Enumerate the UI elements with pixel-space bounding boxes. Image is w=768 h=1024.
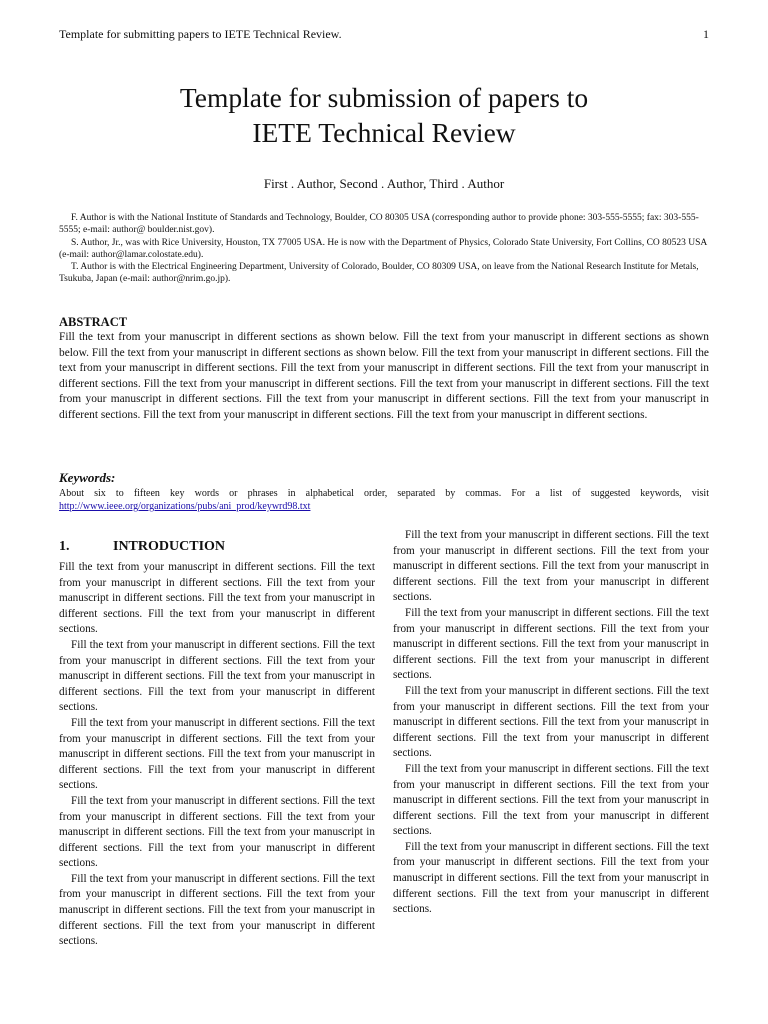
section-heading-introduction [59,539,225,555]
body-paragraph: Fill the text from your manuscript in different sections. Fill the text from your manuscript in different sections. Fill the text from your manuscript in different sections. Fill the text from your manuscript in different sections. Fill the text from your manuscript in different sections. [59,872,375,948]
running-header [59,27,709,42]
body-paragraph: Fill the text from your manuscript in different sections. Fill the text from your manuscript in different sections. Fill the text from your manuscript in different sections. Fill the text from your manuscript in different sections. Fill the text from your manuscript in different sections. [59,794,375,870]
keywords-link[interactable]: http://www.ieee.org/organizations/pubs/ani_prod/keywrd98.txt [59,501,311,512]
affiliation-1: F. Author is with the National Institute of Standards and Technology, Boulder, CO 80305 USA (corresponding author to provide phone: 303-555-5555; fax: 303-555-5555; e-mail: author@ boulder.nist.gov). [59,213,699,236]
body-paragraph: Fill the text from your manuscript in different sections. Fill the text from your manuscript in different sections. Fill the text from your manuscript in different sections. Fill the text from your manuscript in different sections. Fill the text from your manuscript in different sections. [393,529,709,604]
body-paragraph: Fill the text from your manuscript in different sections. Fill the text from your manuscript in different sections. Fill the text from your manuscript in different sections. Fill the text from your manuscript in different sections. Fill the text from your manuscript in different sections. [393,840,709,916]
body-paragraph: Fill the text from your manuscript in different sections. Fill the text from your manuscript in different sections. Fill the text from your manuscript in different sections. Fill the text from your manuscript in different sections. Fill the text from your manuscript in different sections. [393,762,709,838]
body-paragraph: Fill the text from your manuscript in different sections. Fill the text from your manuscript in different sections. Fill the text from your manuscript in different sections. Fill the text from your manuscript in different sections. Fill the text from your manuscript in different sections. [59,716,375,792]
paper-title-line-2: IETE Technical Review [252,117,516,148]
author-list: First . Author, Second . Author, Third . Author [263,176,505,191]
left-column [59,560,375,950]
keywords-heading: Keywords: [59,470,116,485]
paper-title-line-1: Template for submission of papers to [179,82,589,113]
affiliation-2: S. Author, Jr., was with Rice University, Houston, TX 77005 USA. He is now with the Department of Physics, Colorado State University, Fort Collins, CO 80523 USA (e-mail: author@lamar.colostate.edu). [59,237,707,260]
abstract-text: Fill the text from your manuscript in different sections as shown below. Fill the text from your manuscript in different sections as shown below. Fill the text from your manuscript in different sections as shown below. Fill the text from your manuscript in different sections. Fill the text from your manuscript in different sections. Fill the text from your manuscript in different sections. Fill the text from your manuscript in different sections. Fill the text from your manuscript in different sections. Fill the text from your manuscript in different sections. Fill the text from your manuscript in different sections. Fill the text from your manuscript in different sections. Fill the text from your manuscript in different sections. Fill the text from your manuscript in different sections. Fill the text from your manuscript in different sections. [59,331,709,421]
body-paragraph: Fill the text from your manuscript in different sections. Fill the text from your manuscript in different sections. Fill the text from your manuscript in different sections. Fill the text from your manuscript in different sections. Fill the text from your manuscript in different sections. [393,606,709,682]
right-column [393,528,709,918]
paper-title [0,80,768,150]
abstract-heading: ABSTRACT [59,315,128,329]
keywords-paragraph [59,487,709,513]
affiliations [59,212,709,286]
keywords-text: About six to fifteen key words or phrases in alphabetical order, separated by commas. For a list of suggested keywords, visit [59,488,709,499]
page-number: 1 [703,27,709,41]
body-paragraph: Fill the text from your manuscript in different sections. Fill the text from your manuscript in different sections. Fill the text from your manuscript in different sections. Fill the text from your manuscript in different sections. Fill the text from your manuscript in different sections. [393,684,709,760]
body-paragraph: Fill the text from your manuscript in different sections. Fill the text from your manuscript in different sections. Fill the text from your manuscript in different sections. Fill the text from your manuscript in different sections. Fill the text from your manuscript in different sections. [59,638,375,714]
body-paragraph: Fill the text from your manuscript in different sections. Fill the text from your manuscript in different sections. Fill the text from your manuscript in different sections. Fill the text from your manuscript in different sections. Fill the text from your manuscript in different sections. [59,561,375,636]
section-title: INTRODUCTION [113,539,226,554]
running-title: Template for submitting papers to IETE Technical Review. [59,27,342,41]
section-number: 1. [59,539,70,554]
affiliation-3: T. Author is with the Electrical Engineering Department, University of Colorado, Boulder, CO 80309 USA, on leave from the National Research Institute for Metals, Tsukuba, Japan (e-mail: author@nrim.go.jp). [59,262,699,285]
